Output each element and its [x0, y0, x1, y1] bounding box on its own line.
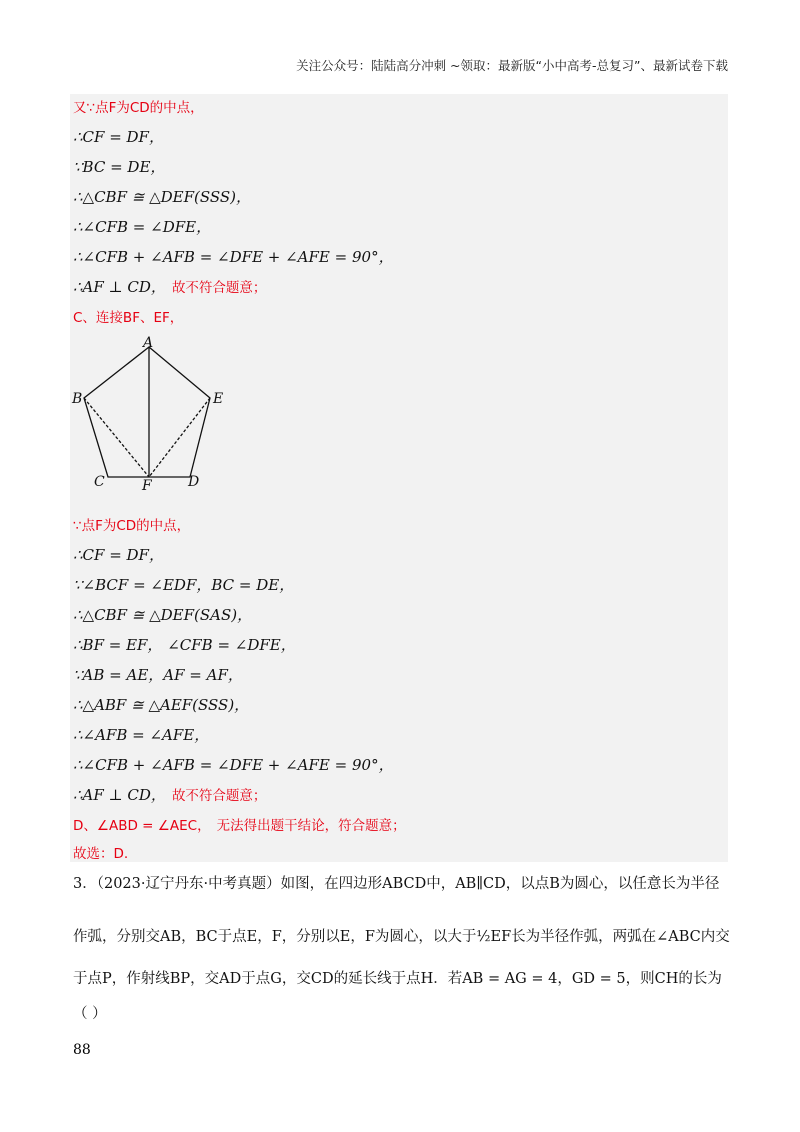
solution-line: [73, 126, 164, 147]
solution-line: [73, 724, 209, 745]
solution-line: [73, 246, 394, 267]
solution-line-text: ∵AB = AE，AF = AF，: [73, 666, 243, 684]
solution-line: [73, 156, 165, 177]
solution-line-text: ∵∠BCF = ∠EDF，BC = DE，: [73, 576, 295, 594]
solution-line-text: ∴CF = DF，: [73, 546, 164, 564]
solution-line-text: ∵BC = DE，: [73, 158, 166, 176]
pentagon-diagram: [70, 335, 240, 495]
solution-line-text: ∴△ABF ≅ △AEF(SSS)，: [73, 696, 250, 714]
solution-line-text: ∴∠CFB + ∠AFB = ∠DFE + ∠AFE = 90°，: [73, 756, 394, 774]
solution-line-text: 故选：D.: [73, 846, 129, 862]
solution-line-text: D、∠ABD = ∠AEC，: [73, 818, 211, 834]
solution-line-remark: 故不符合题意；: [171, 788, 267, 804]
solution-line-remark: 故不符合题意；: [171, 280, 267, 296]
solution-line: [73, 544, 164, 565]
label-d: D: [188, 474, 200, 490]
solution-line-text: 又∵点F为CD的中点，: [73, 100, 204, 116]
solution-line-text: C、连接BF、EF，: [73, 310, 184, 326]
question-line-1: 3．（2023·辽宁丹东·中考真题）如图，在四边形ABCD中，AB∥CD，以点B为圆心，以任意长为半径: [73, 876, 720, 892]
solution-line: [73, 664, 243, 685]
solution-line-text: ∴∠CFB = ∠DFE，: [73, 218, 212, 236]
solution-line: [73, 694, 249, 715]
question-line-2: 作弧，分别交AB，BC于点E，F，分别以E，F为圆心，以大于½EF长为半径作弧，两弧在∠ABC内交: [73, 929, 730, 945]
solution-line: [73, 754, 394, 775]
question-line-4: （ ）: [73, 1006, 107, 1022]
solution-line-text: ∴∠AFB = ∠AFE，: [73, 726, 210, 744]
page-header: 关注公众号：陆陆高分冲刺 ~领取：最新版“小中高考-总复习”、最新试卷下载: [296, 58, 728, 73]
pentagon-outline: [84, 347, 210, 477]
solution-line-text: ∴CF = DF，: [73, 128, 164, 146]
segment-ef: [149, 398, 210, 477]
solution-line-remark: 无法得出题干结论，符合题意；: [216, 818, 406, 834]
solution-line: [73, 574, 294, 595]
solution-line: [73, 186, 251, 207]
label-e: E: [213, 391, 224, 407]
solution-line: [73, 784, 266, 805]
question-line-3: 于点P，作射线BP，交AD于点G，交CD的延长线于点H．若AB = AG = 4，GD = 5，则CH的长为: [73, 971, 722, 987]
solution-line-text: ∴BF = EF， ∠CFB = ∠DFE，: [73, 636, 296, 654]
solution-line: [73, 96, 204, 116]
solution-line: [73, 842, 128, 862]
label-a: A: [143, 335, 154, 351]
label-f: F: [142, 478, 152, 494]
solution-line-text: ∵点F为CD的中点，: [73, 518, 191, 534]
solution-line-text: ∴∠CFB + ∠AFB = ∠DFE + ∠AFE = 90°，: [73, 248, 394, 266]
solution-line-text: ∴△CBF ≅ △DEF(SSS)，: [73, 188, 252, 206]
solution-line-text: ∴AF ⊥ CD，: [73, 786, 166, 804]
solution-line: [73, 276, 266, 297]
solution-line-text: ∴△CBF ≅ △DEF(SAS)，: [73, 606, 253, 624]
solution-line: [73, 514, 190, 534]
solution-line: [73, 814, 406, 834]
segment-bf: [84, 398, 149, 477]
solution-line-text: ∴AF ⊥ CD，: [73, 278, 166, 296]
solution-line: [73, 306, 183, 326]
label-c: C: [94, 474, 105, 490]
solution-line: [73, 634, 296, 655]
solution-line: [73, 604, 252, 625]
page-number: 88: [73, 1042, 91, 1058]
label-b: B: [72, 391, 83, 407]
solution-line: [73, 216, 211, 237]
